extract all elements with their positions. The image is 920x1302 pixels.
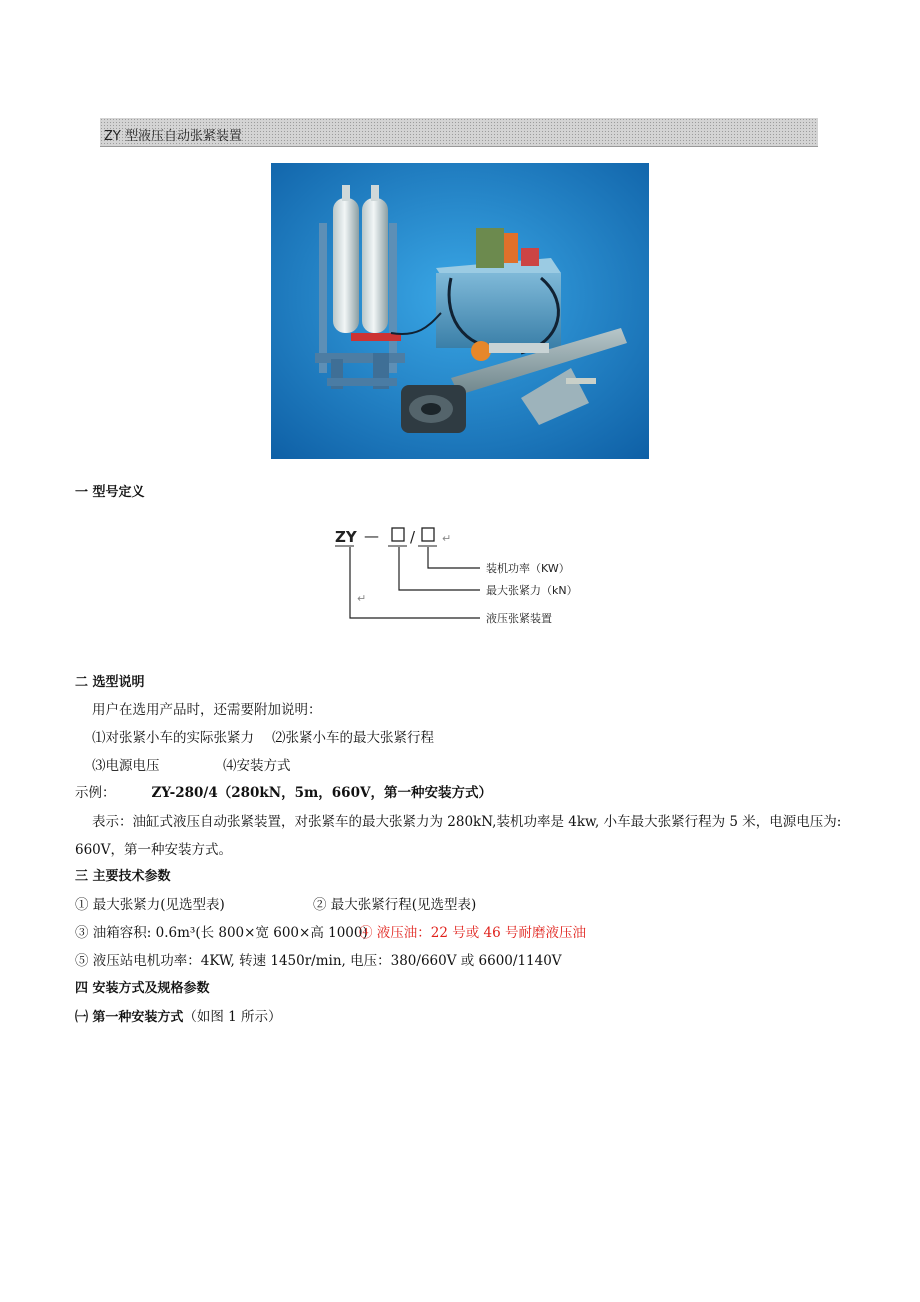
selection-item-2: ⑵张紧小车的最大张紧行程	[272, 730, 434, 746]
selection-item-4: ⑷安装方式	[223, 758, 291, 774]
example-explanation-line-1: 表示：油缸式液压自动张紧装置，对张紧车的最大张紧力为 280kN,装机功率是 4kw, 小车最大张紧行程为 5 米，电源电压为:	[92, 814, 842, 830]
selection-intro: 用户在选用产品时，还需要附加说明：	[92, 702, 322, 718]
diagram-box-force	[392, 528, 404, 541]
section-heading-model: 一 型号定义	[75, 485, 145, 500]
example-explanation-line-2: 660V，第一种安装方式。	[75, 842, 233, 858]
diagram-label-force: 最大张紧力（kN）	[486, 584, 578, 597]
example-value: ZY-280/4（280kN，5m，660V，第一种安装方式）	[151, 785, 492, 801]
diagram-dash: —	[364, 527, 379, 545]
param-3: ③ 油箱容积: 0.6m³(长 800×宽 600×高 1000)	[75, 925, 368, 941]
selection-item-3: ⑶电源电压	[92, 758, 160, 774]
diagram-label-power: 装机功率（KW）	[486, 562, 570, 575]
param-2: ② 最大张紧行程(见选型表)	[313, 897, 477, 913]
section-heading-tech-params: 三 主要技术参数	[75, 869, 171, 884]
param-1: ① 最大张紧力(见选型表)	[75, 897, 225, 913]
diagram-box-power	[422, 528, 434, 541]
diagram-return-mark: ↵	[442, 532, 452, 545]
diagram-slash: /	[410, 528, 416, 546]
diagram-prefix: ZY	[335, 528, 357, 546]
product-photo	[271, 163, 649, 459]
example-line	[75, 781, 492, 801]
document-title-bar	[100, 118, 818, 147]
installation-sub-rest: （如图 1 所示）	[183, 1009, 282, 1025]
installation-sub-number: ㈠	[75, 1010, 89, 1025]
installation-subheading	[75, 1005, 282, 1025]
param-4: ④ 液压油：22 号或 46 号耐磨液压油	[359, 925, 587, 941]
param-5: ⑤ 液压站电机功率：4KW, 转速 1450r/min, 电压：380/660V 或 6600/1140V	[75, 953, 562, 969]
diagram-label-device: 液压张紧装置	[486, 612, 552, 625]
diagram-return-mark-2: ↵	[357, 592, 367, 605]
document-title: ZY 型液压自动张紧装置	[104, 129, 242, 144]
example-label: 示例：	[75, 785, 116, 801]
model-designation-diagram	[330, 520, 610, 635]
selection-item-1: ⑴对张紧小车的实际张紧力	[92, 730, 254, 746]
section-heading-installation: 四 安装方式及规格参数	[75, 981, 210, 996]
section-heading-selection: 二 选型说明	[75, 675, 145, 690]
installation-sub-bold: 第一种安装方式	[92, 1010, 184, 1025]
